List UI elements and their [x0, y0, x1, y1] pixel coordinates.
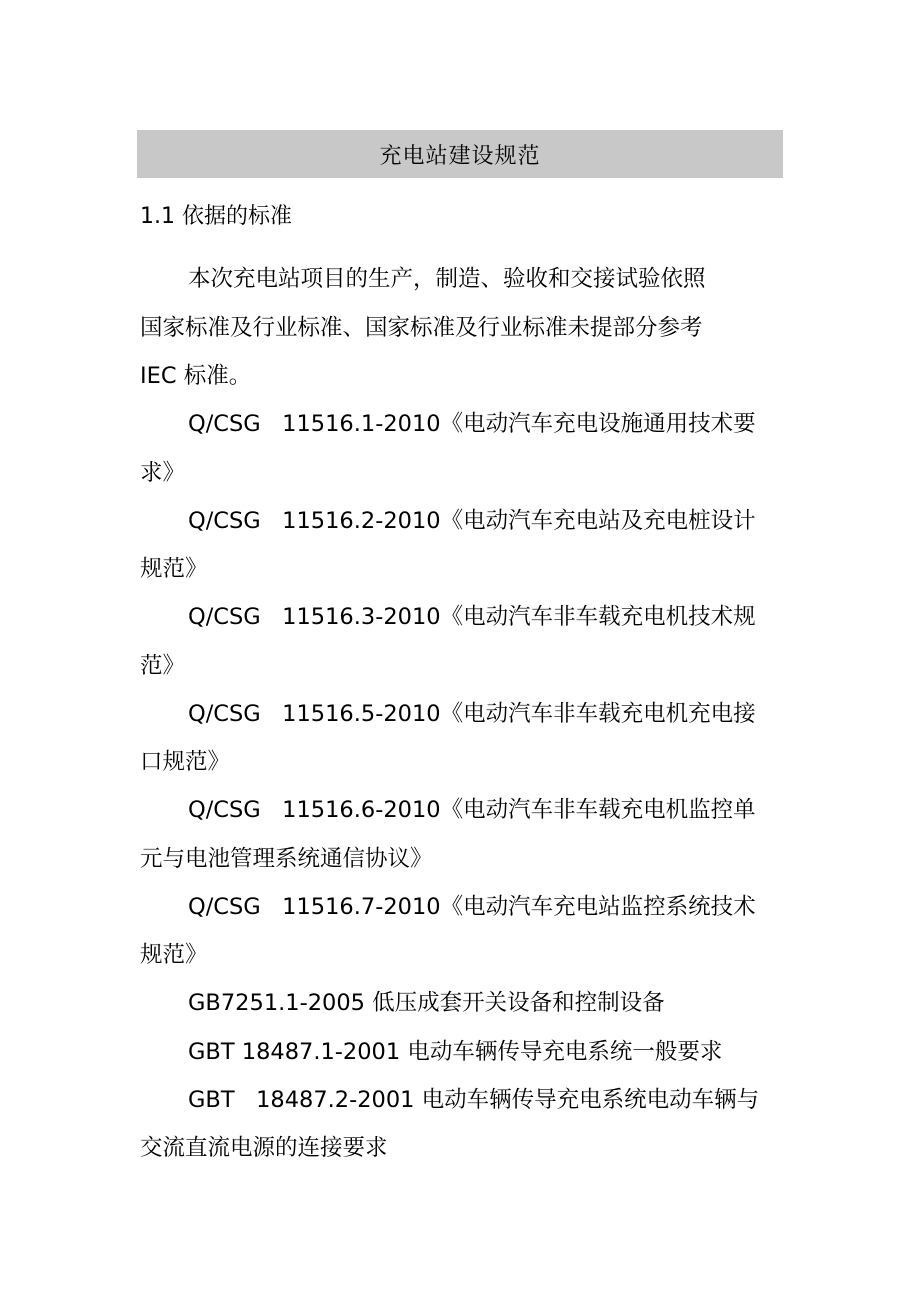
standard-item-1-line-2: 求》: [140, 460, 186, 486]
standard-item-7-line-1: GB7251.1-2005 低压成套开关设备和控制设备: [188, 990, 665, 1016]
standard-item-9-line-1: GBT 18487.2-2001 电动车辆传导充电系统电动车辆与: [188, 1087, 760, 1113]
standard-item-6-line-1: Q/CSG 11516.7-2010《电动汽车充电站监控系统技术: [188, 894, 756, 920]
intro-paragraph-line-2: 国家标准及行业标准、国家标准及行业标准未提部分参考: [140, 315, 703, 341]
standard-item-4-line-1: Q/CSG 11516.5-2010《电动汽车非车载充电机充电接: [188, 701, 756, 727]
standard-item-2-line-1: Q/CSG 11516.2-2010《电动汽车充电站及充电桩设计: [188, 508, 756, 534]
standard-item-2-line-2: 规范》: [140, 556, 208, 582]
intro-paragraph-line-3: IEC 标准。: [140, 363, 252, 389]
intro-paragraph-line-1: 本次充电站项目的生产，制造、验收和交接试验依照: [188, 266, 706, 292]
document-title: 充电站建设规范: [379, 143, 541, 169]
standard-item-8-line-1: GBT 18487.1-2001 电动车辆传导充电系统一般要求: [188, 1039, 723, 1065]
standard-item-5-line-1: Q/CSG 11516.6-2010《电动汽车非车载充电机监控单: [188, 797, 756, 823]
standard-item-4-line-2: 口规范》: [140, 749, 231, 775]
section-heading: 1.1 依据的标准: [140, 204, 292, 229]
standard-item-6-line-2: 规范》: [140, 942, 208, 968]
standard-item-1-line-1: Q/CSG 11516.1-2010《电动汽车充电设施通用技术要: [188, 411, 756, 437]
standard-item-5-line-2: 元与电池管理系统通信协议》: [140, 846, 433, 872]
document-title-bar: [137, 130, 783, 178]
standard-item-3-line-1: Q/CSG 11516.3-2010《电动汽车非车载充电机技术规: [188, 604, 756, 630]
standard-item-9-line-2: 交流直流电源的连接要求: [140, 1135, 388, 1161]
standard-item-3-line-2: 范》: [140, 653, 186, 679]
